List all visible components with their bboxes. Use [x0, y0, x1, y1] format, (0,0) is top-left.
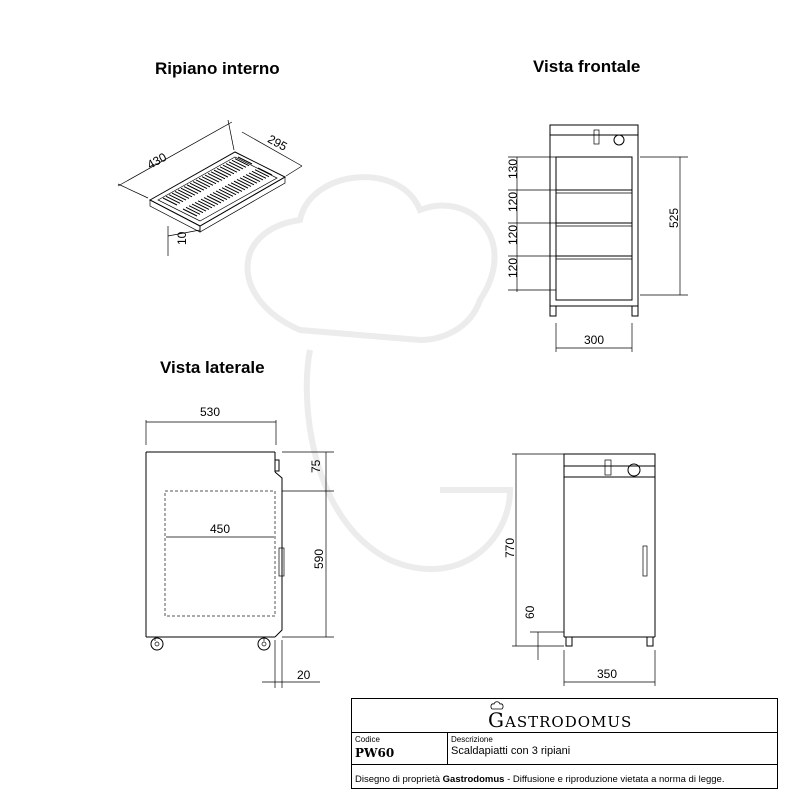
grille-slat — [211, 172, 225, 179]
grille-slat — [223, 165, 237, 172]
dim-front-h2: 120 — [506, 191, 520, 212]
grille-slat — [213, 193, 227, 200]
grille-slat — [196, 180, 210, 187]
grille-slat — [186, 207, 200, 214]
grille-slat — [184, 187, 198, 194]
front-view-top — [506, 125, 688, 352]
grille-slat — [222, 188, 236, 195]
grille-slat — [175, 191, 189, 198]
dim-side-inner-depth: 450 — [210, 522, 231, 536]
grille-slat — [219, 189, 233, 196]
grille-slat — [163, 198, 177, 205]
dim-shelf-depth: 295 — [265, 131, 290, 154]
shelf-isometric-view — [118, 120, 302, 256]
descrizione-label: Descrizione — [451, 735, 493, 744]
dim-shelf-height: 10 — [175, 231, 189, 245]
grille-slat — [238, 157, 252, 164]
grille-slat — [216, 191, 230, 198]
brand-initial: G — [488, 708, 505, 732]
title-vista-frontale: Vista frontale — [533, 57, 641, 76]
shelf-grille — [163, 157, 272, 216]
dim-front-h1: 130 — [506, 158, 520, 179]
descrizione-value: Scaldapiatti con 3 ripiani — [451, 745, 571, 757]
dim-shelf-width: 430 — [144, 149, 169, 172]
grille-slat — [252, 171, 266, 178]
copyright-text-b: - Diffusione e riproduzione vietata a norma di legge. — [504, 774, 725, 785]
grille-slat — [204, 198, 218, 205]
watermark-logo — [248, 177, 511, 569]
grille-slat — [202, 177, 216, 184]
dim-front2-total-h: 770 — [503, 537, 517, 558]
grille-slat — [246, 175, 260, 182]
grille-slat — [243, 176, 257, 183]
grille-slat — [195, 202, 209, 209]
dim-side-top: 75 — [309, 459, 323, 473]
title-ripiano-interno: Ripiano interno — [155, 59, 280, 78]
grille-slat — [207, 196, 221, 203]
grille-slat — [235, 159, 249, 166]
brand-logo — [488, 708, 632, 732]
dim-front2-width: 350 — [597, 667, 618, 681]
grille-slat — [205, 175, 219, 182]
grille-slat — [240, 178, 254, 185]
grille-slat — [217, 168, 231, 175]
grille-slat — [214, 170, 228, 177]
brand-rest: ASTRODOMUS — [504, 713, 633, 731]
dim-side-offset: 20 — [297, 668, 311, 682]
title-block — [351, 698, 778, 789]
side-view — [146, 405, 334, 688]
grille-slat — [181, 188, 195, 195]
codice-cell — [352, 733, 448, 764]
grille-slat — [166, 196, 180, 203]
grille-slat — [183, 209, 197, 216]
grille-slat — [225, 186, 239, 193]
grille-slat — [237, 179, 251, 186]
grille-slat — [220, 167, 234, 174]
dim-side-inner-h: 590 — [312, 548, 326, 569]
grille-slat — [169, 195, 183, 202]
title-block-logo-row — [352, 699, 777, 733]
grille-slat — [198, 201, 212, 208]
codice-value: PW60 — [355, 746, 395, 760]
grille-slat — [178, 190, 192, 197]
dim-front-h4: 120 — [506, 257, 520, 278]
codice-label: Codice — [355, 735, 380, 744]
grille-slat — [172, 193, 186, 200]
grille-slat — [190, 183, 204, 190]
grille-slat — [189, 206, 203, 213]
grille-slat — [229, 162, 243, 169]
grille-slat — [231, 183, 245, 190]
copyright-notice — [355, 774, 724, 785]
grille-slat — [199, 178, 213, 185]
grille-slat — [208, 173, 222, 180]
grille-slat — [192, 204, 206, 211]
descrizione-cell — [448, 733, 777, 764]
grille-slat — [187, 185, 201, 192]
dim-side-depth: 530 — [200, 405, 221, 419]
grille-slat — [234, 181, 248, 188]
title-block-info-row — [352, 733, 777, 765]
grille-slat — [226, 164, 240, 171]
grille-slat — [210, 194, 224, 201]
dim-front-width: 300 — [584, 333, 605, 347]
grille-slat — [249, 173, 263, 180]
grille-slat — [228, 184, 242, 191]
copyright-brand: Gastrodomus — [442, 774, 505, 785]
dim-front-h3: 120 — [506, 224, 520, 245]
front-view-closed — [503, 454, 655, 686]
copyright-text-a: Disegno di proprietà — [355, 774, 443, 785]
dim-front-total-h: 525 — [667, 207, 681, 228]
grille-slat — [201, 199, 215, 206]
grille-slat — [193, 182, 207, 189]
dim-front2-base: 60 — [523, 605, 537, 619]
title-vista-laterale: Vista laterale — [160, 358, 265, 377]
